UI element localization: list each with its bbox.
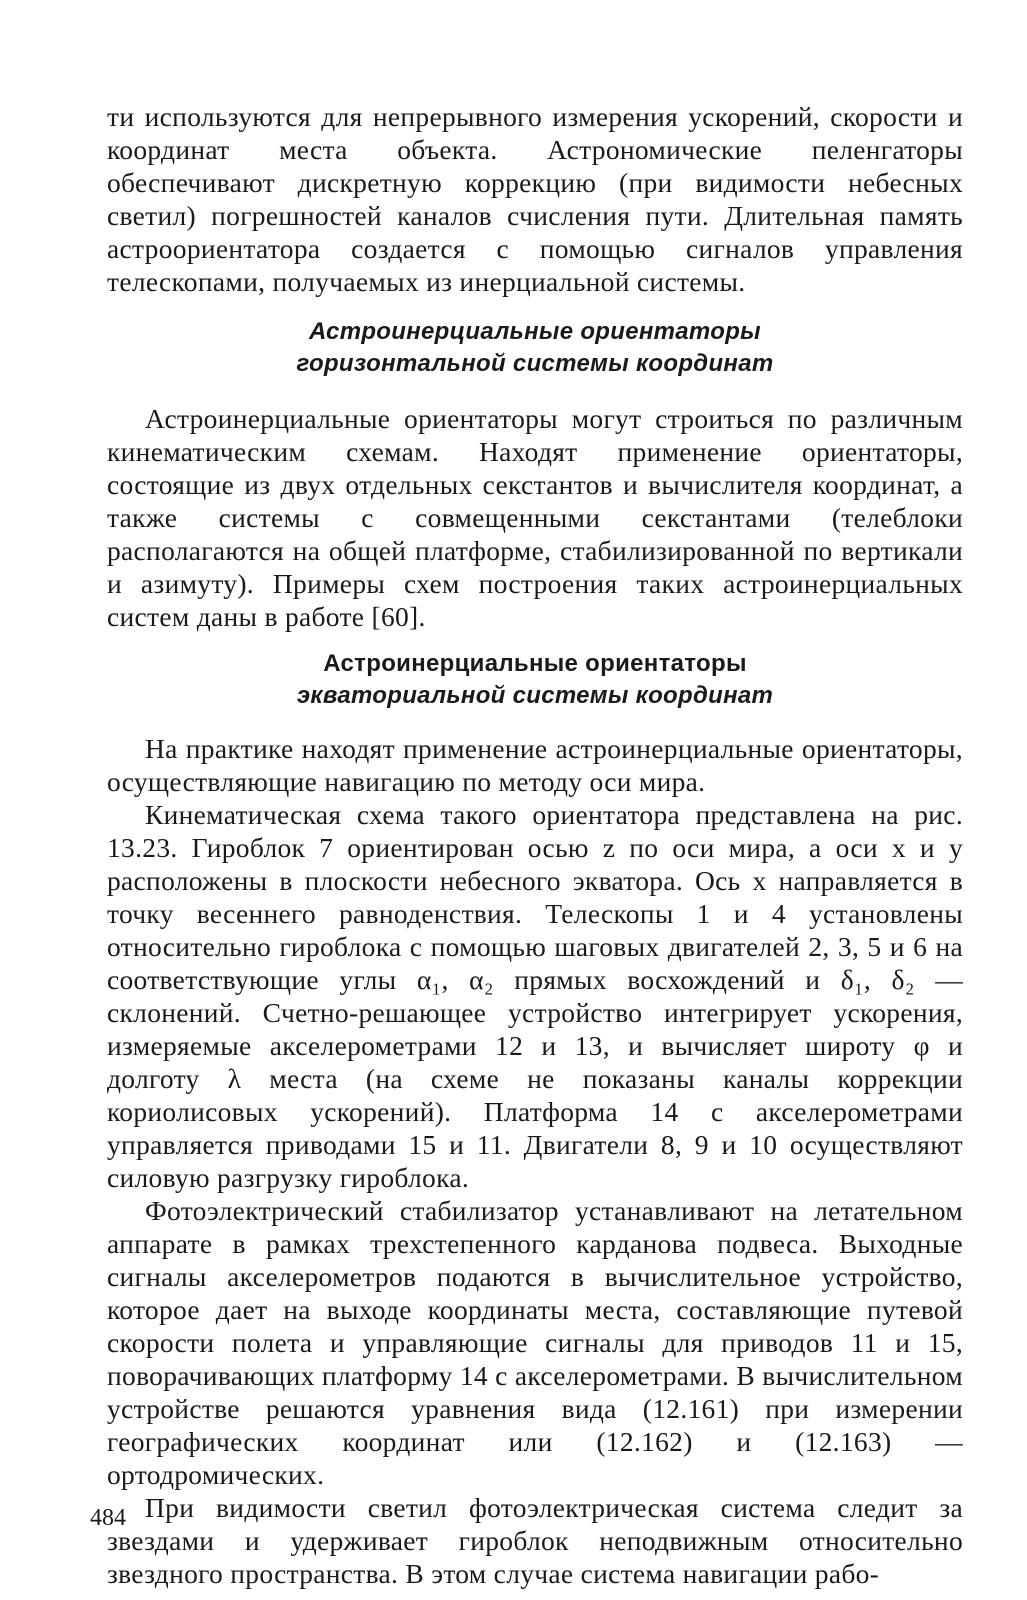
continuation-block	[107, 100, 963, 298]
paragraph: Астроинерциальные ориентаторы могут строиться по различным кинематическим схемам. Находят применение ориентаторы, состоящие из двух отдельных секстантов и вычислителя координат, а также системы с совмещенными секстантами (телеблоки располагаются на общей платформе, стабилизированной по вертикали и азимуту). Примеры схем построения таких астроинерциальных систем даны в работе [60].	[107, 403, 963, 632]
section-1-heading	[107, 316, 963, 380]
section-heading-line: Астроинерциальные ориентаторы	[323, 650, 747, 677]
paragraph-continuation: ти используются для непрерывного измерения ускорений, скорости и координат места объекта. Астрономические пеленгаторы обеспечивают дискретную коррекцию (при видимости небесных светил) погрешностей каналов счисления пути. Длительная память астроориентатора создается с помощью сигналов управления телескопами, получаемых из инерциальной системы.	[107, 101, 963, 297]
section-2-heading	[107, 648, 963, 712]
section-1-body	[107, 402, 963, 633]
paragraph: При видимости светил фотоэлектрическая система следит за звездами и удерживает гироблок неподвижным относительно звездного пространства. В этом случае система навигации рабо-	[107, 1492, 963, 1589]
paragraph: Фотоэлектрический стабилизатор устанавливают на летательном аппарате в рамках трехстепенного карданова подвеса. Выходные сигналы акселерометров подаются в вычислительное устройство, которое дает на выходе координаты места, составляющие путевой скорости полета и управляющие сигналы для приводов 11 и 15, поворачивающих платформу 14 с акселерометрами. В вычислительном устройстве решаются уравнения вида (12.161) при измерении географических координат или (12.162) и (12.163) — ортодромических.	[107, 1195, 963, 1490]
section-heading-line: горизонтальной системы координат	[296, 350, 774, 377]
page-number: 484	[90, 1505, 126, 1531]
paragraph: На практике находят применение астроинерциальные ориентаторы, осуществляющие навигацию по методу оси мира.	[107, 733, 963, 797]
paragraph: Кинематическая схема такого ориентатора представлена на рис. 13.23. Гироблок 7 ориентирован осью z по оси мира, а оси x и y расположены в плоскости небесного экватора. Ось x направляется в точку весеннего равноденствия. Телескопы 1 и 4 установлены относительно гироблока с помощью шаговых двигателей 2, 3, 5 и 6 на соответствующие углы α₁, α₂ прямых восхождений и δ₁, δ₂ — склонений. Счетно-решающее устройство интегрирует ускорения, измеряемые акселерометрами 12 и 13, и вычисляет широту φ и долготу λ места (на схеме не показаны каналы коррекции кориолисовых ускорений). Платформа 14 с акселерометрами управляется приводами 15 и 11. Двигатели 8, 9 и 10 осуществляют силовую разгрузку гироблока.	[107, 799, 963, 1193]
section-heading-line: экваториальной системы координат	[296, 682, 774, 709]
section-heading-line: Астроинерциальные ориентаторы	[309, 318, 761, 345]
section-2-body	[107, 732, 963, 1590]
